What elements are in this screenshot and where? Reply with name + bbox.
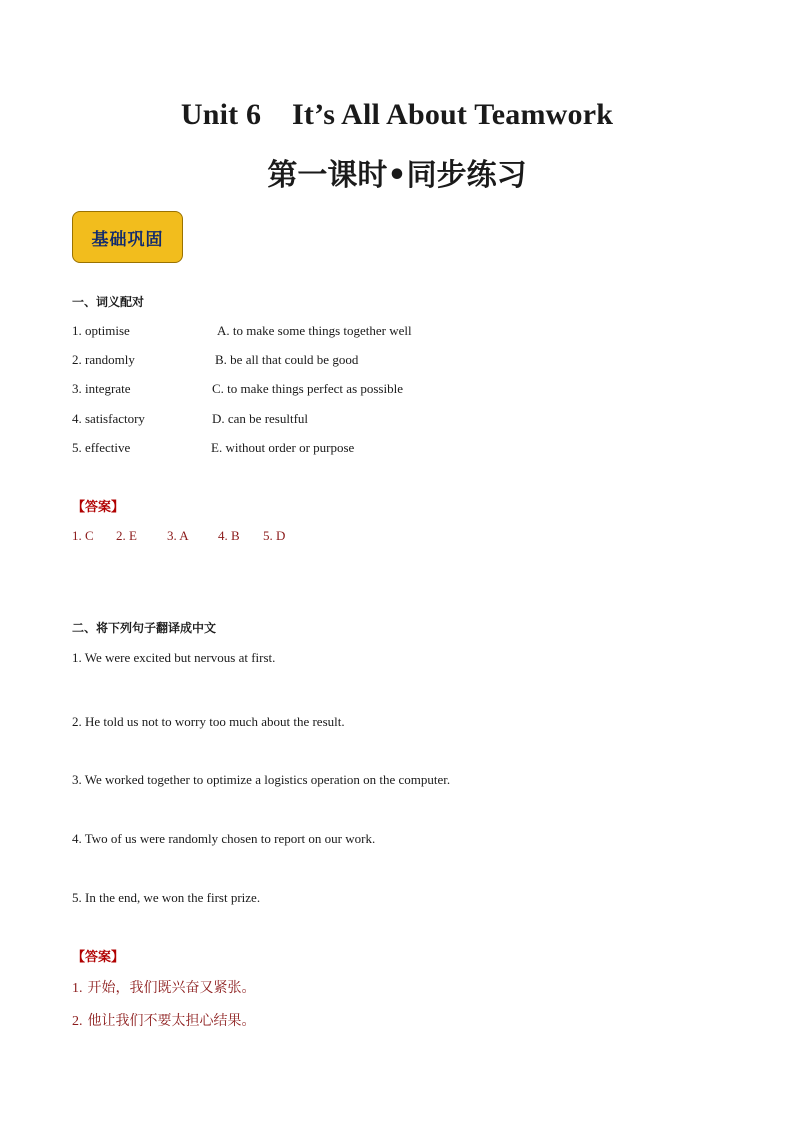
translation-answer: 2. 他让我们不要太担心结果。	[72, 1013, 256, 1029]
answer-item: 2. E	[116, 528, 137, 543]
badge-label: 基础巩固	[91, 229, 164, 250]
section2-heading: 二、将下列句子翻译成中文	[72, 621, 217, 635]
answer-label: 【答案】	[72, 950, 125, 965]
match-definition: D. can be resultful	[212, 411, 309, 426]
section1-heading: 一、词义配对	[72, 295, 145, 309]
answer-item: 4. B	[218, 528, 240, 543]
sentence: 2. He told us not to worry too much about the result.	[72, 714, 345, 729]
match-definition: C. to make things perfect as possible	[212, 381, 403, 396]
match-definition: B. be all that could be good	[215, 352, 359, 367]
sentence: 3. We worked together to optimize a logistics operation on the computer.	[72, 772, 451, 787]
match-word: 4. satisfactory	[72, 411, 145, 426]
answer-item: 5. D	[263, 528, 286, 543]
match-word: 3. integrate	[72, 381, 131, 396]
match-word: 5. effective	[72, 440, 131, 455]
match-definition: E. without order or purpose	[211, 440, 355, 455]
answer-item: 1. C	[72, 528, 94, 543]
translation-answer: 1. 开始，我们既兴奋又紧张。	[72, 980, 256, 996]
match-word: 2. randomly	[72, 352, 135, 367]
answer-label: 【答案】	[72, 500, 125, 515]
match-word: 1. optimise	[72, 323, 130, 338]
page-title: Unit 6 It’s All About Teamwork	[180, 98, 614, 131]
answer-key	[72, 528, 285, 544]
answer-item: 3. A	[167, 528, 189, 543]
match-definition: A. to make some things together well	[217, 323, 412, 338]
sentence: 1. We were excited but nervous at first.	[72, 650, 276, 665]
page-subtitle: 第一课时•同步练习	[267, 158, 527, 193]
section-badge	[72, 211, 183, 263]
sentence: 4. Two of us were randomly chosen to report on our work.	[72, 831, 376, 846]
sentence: 5. In the end, we won the first prize.	[72, 890, 261, 905]
